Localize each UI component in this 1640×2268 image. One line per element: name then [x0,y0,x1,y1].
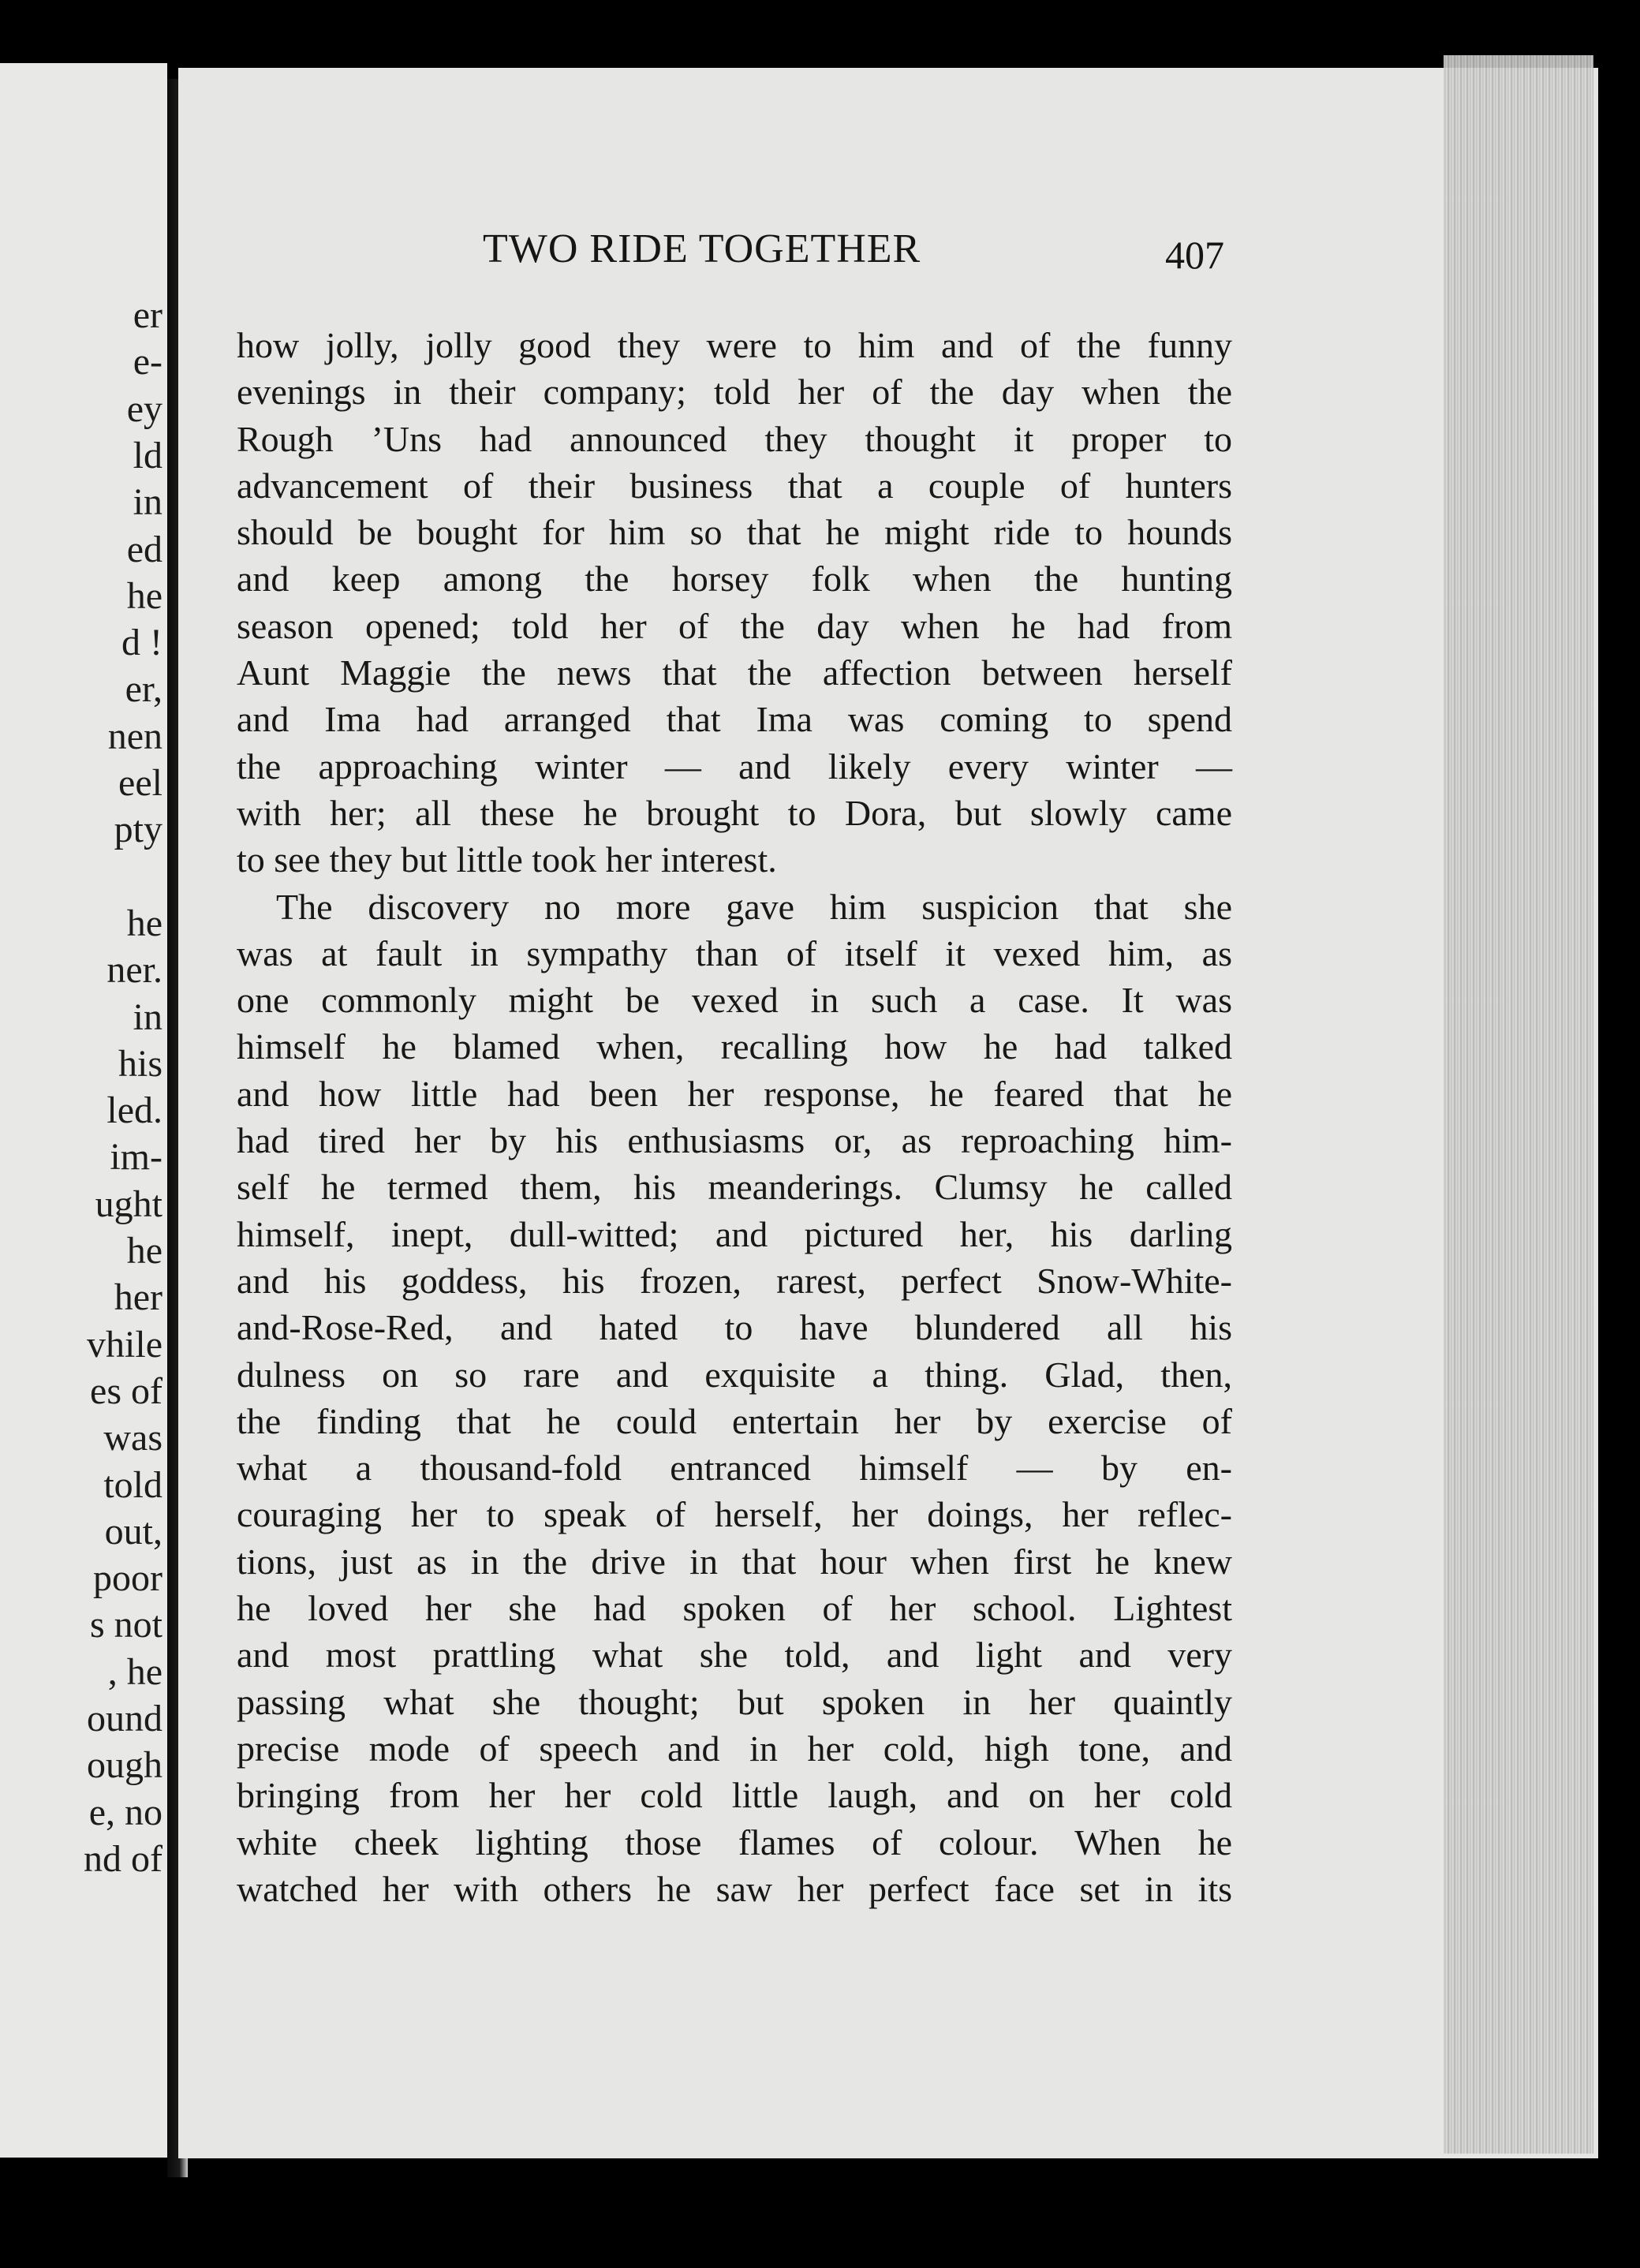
previous-page-line-fragment: e- [133,341,163,383]
text-line: Rough ’Uns had announced they thought it proper to [237,418,1232,459]
text-line: and Ima had arranged that Ima was coming to spend [237,699,1232,740]
text-line: tions, just as in the drive in that hour when first he knew [237,1541,1232,1582]
text-line: and his goddess, his frozen, rarest, perfect Snow-White- [237,1260,1232,1301]
text-line: passing what she thought; but spoken in her quaintly [237,1681,1232,1722]
text-line: he loved her she had spoken of her school. Lightest [237,1588,1232,1629]
previous-page-line-fragment: ner. [106,949,163,992]
text-line: watched her with others he saw her perfect face set in its [237,1868,1232,1909]
text-line: and most prattling what she told, and light and very [237,1635,1232,1676]
text-line: and keep among the horsey folk when the hunting [237,559,1232,600]
body-text [237,322,1232,1912]
previous-page-line-fragment: his [118,1042,163,1085]
text-line: dulness on so rare and exquisite a thing. Glad, then, [237,1354,1232,1395]
previous-page-line-fragment: led. [106,1089,163,1132]
previous-page-line-fragment: he [126,1230,163,1272]
previous-page-line-fragment: ey [126,387,163,430]
text-line: the finding that he could entertain her by exercise of [237,1400,1232,1441]
previous-page-line-fragment: er [133,294,163,336]
page-edges [1444,55,1593,2154]
previous-page-line-fragment: eel [118,762,163,804]
previous-page-line-fragment: ed [126,528,163,570]
text-line: himself he blamed when, recalling how he had talked [237,1026,1232,1067]
previous-page-line-fragment: vhile [87,1323,163,1366]
text-line: advancement of their business that a couple of hunters [237,465,1232,506]
previous-page-line-fragment: ough [87,1744,163,1787]
previous-page-line-fragment: es of [90,1369,163,1412]
text-line: what a thousand-fold entranced himself — by en- [237,1448,1232,1489]
text-line: should be bought for him so that he might ride to hounds [237,512,1232,553]
previous-page-line-fragment: was [103,1417,163,1459]
text-line: himself, inept, dull-witted; and pictured her, his darling [237,1213,1232,1254]
text-line: the approaching winter — and likely every winter — [237,745,1232,787]
previous-page-line-fragment: er, [125,668,163,711]
previous-page-line-fragment: im- [110,1136,163,1179]
text-line: season opened; told her of the day when he had from [237,605,1232,646]
previous-page-line-fragment: nd of [84,1837,163,1880]
text-line: white cheek lighting those flames of colour. When he [237,1821,1232,1863]
previous-page-line-fragment: in [133,481,163,524]
text-line: precise mode of speech and in her cold, high tone, and [237,1728,1232,1769]
text-line: with her; all these he brought to Dora, but slowly came [237,792,1232,833]
text-line: and how little had been her response, he feared that he [237,1073,1232,1114]
previous-page-line-fragment: ound [87,1698,163,1739]
text-line: and-Rose-Red, and hated to have blundered all his [237,1307,1232,1348]
text-line: to see they but little took her interest. [237,839,777,880]
previous-page-line-fragment: e, no [88,1791,163,1833]
previous-page-line-fragment: ught [95,1183,163,1225]
previous-page-line-fragment: s not [89,1604,163,1646]
previous-page-line-fragment: told [103,1463,163,1506]
text-line: how jolly, jolly good they were to him and of the funny [237,325,1232,365]
previous-page-line-fragment: he [126,902,163,944]
text-line: bringing from her her cold little laugh, and on her cold [237,1775,1232,1816]
text-line: had tired her by his enthusiasms or, as reproaching him- [237,1120,1232,1161]
text-line: couraging her to speak of herself, her doings, her reflec- [237,1494,1232,1535]
previous-page-line-fragment: nen [107,715,163,757]
previous-page-line-fragment: he [126,574,163,617]
previous-page-line-fragment: , he [107,1650,163,1693]
previous-page-line-fragment: d ! [121,622,163,664]
text-line: The discovery no more gave him suspicion that she [276,886,1232,927]
previous-page-line-fragment: poor [93,1557,163,1600]
previous-page-line-fragment: ld [133,434,163,476]
previous-page-fragment [0,63,167,2158]
text-line: was at fault in sympathy than of itself it vexed him, as [237,932,1232,973]
text-line: one commonly might be vexed in such a case. It was [237,980,1232,1021]
text-line: evenings in their company; told her of the day when the [237,372,1232,413]
previous-page-line-fragment: out, [104,1510,163,1552]
text-line: self he termed them, his meanderings. Clumsy he called [237,1167,1232,1208]
previous-page-line-fragment: her [114,1276,163,1319]
previous-page-line-fragment: pty [114,809,163,851]
previous-page-line-fragment: in [133,996,163,1038]
page-number: 407 [1165,233,1224,277]
running-head: TWO RIDE TOGETHER [483,226,921,271]
text-line: Aunt Maggie the news that the affection between herself [237,652,1232,693]
